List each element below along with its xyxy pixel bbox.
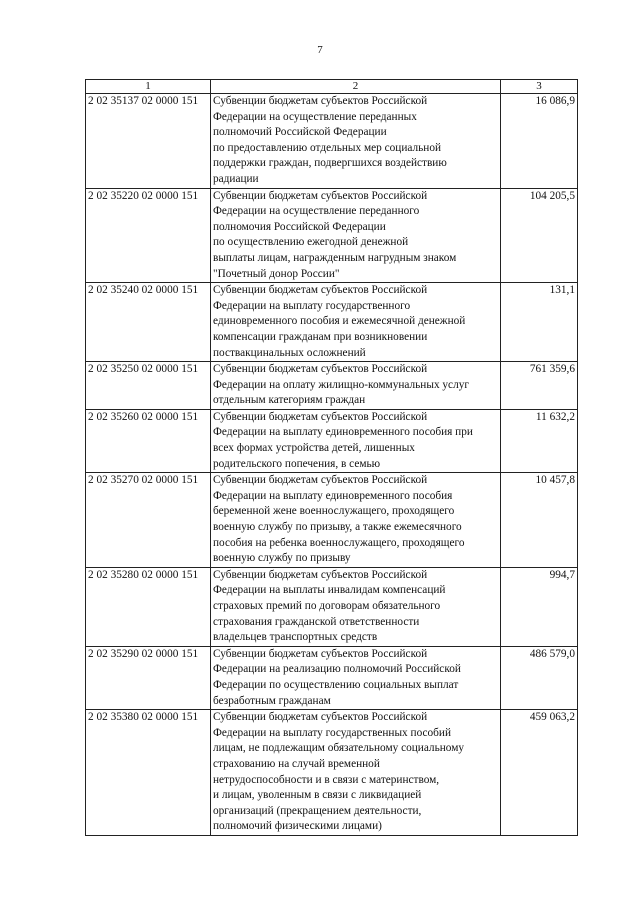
description-line: безработным гражданам bbox=[213, 694, 331, 707]
description-line: лицам, не подлежащим обязательному социальному bbox=[213, 742, 464, 755]
description-line: страхования гражданской ответственности bbox=[213, 615, 420, 628]
description-line: выплаты лицам, награжденным нагрудным знаком bbox=[213, 251, 457, 264]
description-line: отдельным категориям граждан bbox=[213, 394, 366, 407]
budget-amount: 131,1 bbox=[501, 283, 578, 362]
budget-description bbox=[211, 409, 501, 472]
description-line: страховых премий по договорам обязательного bbox=[213, 600, 441, 612]
budget-amount: 459 063,2 bbox=[501, 710, 578, 836]
description-line: единовременного пособия и ежемесячной денежной bbox=[213, 315, 466, 328]
budget-amount: 104 205,5 bbox=[501, 188, 578, 283]
description-line: Субвенции бюджетам субъектов Российской bbox=[213, 189, 428, 202]
description-line: Субвенции бюджетам субъектов Российской bbox=[213, 711, 428, 724]
budget-description bbox=[211, 473, 501, 568]
description-line: радиации bbox=[213, 172, 259, 185]
table-row bbox=[86, 710, 578, 836]
description-line: Федерации на реализацию полномочий Российской bbox=[213, 663, 461, 676]
description-line: родительского попечения, в семью bbox=[213, 457, 381, 470]
description-line: Субвенции бюджетам субъектов Российской bbox=[213, 647, 428, 660]
description-line: компенсации гражданам при возникновении bbox=[213, 330, 428, 343]
description-line: Федерации по осуществлению социальных выплат bbox=[213, 678, 459, 691]
description-line: Федерации на выплату государственных пособий bbox=[213, 726, 452, 739]
description-line: Федерации на выплаты инвалидам компенсаций bbox=[213, 584, 446, 597]
budget-amount: 761 359,6 bbox=[501, 362, 578, 410]
description-line: поддержки граждан, подвергшихся воздействию bbox=[213, 157, 447, 170]
description-line: Федерации на выплату государственного bbox=[213, 299, 411, 312]
budget-amount: 10 457,8 bbox=[501, 473, 578, 568]
budget-description bbox=[211, 567, 501, 646]
description-line: полномочий Российской Федерации bbox=[213, 126, 387, 139]
description-line: нетрудоспособности и в связи с материнством, bbox=[213, 773, 440, 786]
description-line: организаций (прекращением деятельности, bbox=[213, 804, 422, 817]
budget-code: 2 02 35260 02 0000 151 bbox=[86, 409, 211, 472]
budget-amount: 994,7 bbox=[501, 567, 578, 646]
description-line: Федерации на выплату единовременного пособия bbox=[213, 489, 453, 502]
description-line: владельцев транспортных средств bbox=[213, 631, 378, 644]
budget-description bbox=[211, 283, 501, 362]
budget-amount: 486 579,0 bbox=[501, 646, 578, 709]
header-col-3: 3 bbox=[501, 80, 578, 94]
page-number: 7 bbox=[317, 44, 323, 56]
table-row bbox=[86, 409, 578, 472]
header-col-2: 2 bbox=[211, 80, 501, 94]
description-line: по осуществлению ежегодной денежной bbox=[213, 236, 409, 249]
budget-code: 2 02 35240 02 0000 151 bbox=[86, 283, 211, 362]
table-row bbox=[86, 94, 578, 189]
description-line: Субвенции бюджетам субъектов Российской bbox=[213, 95, 428, 107]
budget-description bbox=[211, 362, 501, 410]
budget-code: 2 02 35280 02 0000 151 bbox=[86, 567, 211, 646]
description-line: полномочия Российской Федерации bbox=[213, 220, 386, 233]
budget-table bbox=[85, 79, 578, 836]
description-line: Федерации на осуществление переданного bbox=[213, 205, 420, 218]
table-row bbox=[86, 362, 578, 410]
header-row bbox=[86, 80, 578, 94]
budget-description bbox=[211, 94, 501, 189]
budget-amount: 16 086,9 bbox=[501, 94, 578, 189]
description-line: беременной жене военнослужащего, проходящего bbox=[213, 505, 455, 518]
table-row bbox=[86, 646, 578, 709]
table-row bbox=[86, 283, 578, 362]
budget-description bbox=[211, 646, 501, 709]
header-col-1: 1 bbox=[86, 80, 211, 94]
description-line: Субвенции бюджетам субъектов Российской bbox=[213, 410, 428, 423]
description-line: Федерации на выплату единовременного пособия при bbox=[213, 426, 473, 439]
description-line: и лицам, уволенным в связи с ликвидацией bbox=[213, 789, 422, 802]
description-line: пособия на ребенка военнослужащего, проходящего bbox=[213, 536, 465, 549]
description-line: полномочий физическими лицами) bbox=[213, 820, 382, 833]
budget-code: 2 02 35250 02 0000 151 bbox=[86, 362, 211, 410]
description-line: Субвенции бюджетам субъектов Российской bbox=[213, 284, 428, 297]
description-line: всех формах устройства детей, лишенных bbox=[213, 442, 415, 455]
table-row bbox=[86, 473, 578, 568]
description-line: поствакцинальных осложнений bbox=[213, 346, 366, 359]
budget-code: 2 02 35270 02 0000 151 bbox=[86, 473, 211, 568]
description-line: Субвенции бюджетам субъектов Российской bbox=[213, 363, 428, 376]
budget-description bbox=[211, 710, 501, 836]
description-line: Федерации на осуществление переданных bbox=[213, 110, 417, 123]
table-row bbox=[86, 567, 578, 646]
table-row bbox=[86, 188, 578, 283]
description-line: страхованию на случай временной bbox=[213, 757, 380, 770]
description-line: по предоставлению отдельных мер социальной bbox=[213, 141, 442, 154]
budget-code: 2 02 35290 02 0000 151 bbox=[86, 646, 211, 709]
description-line: Федерации на оплату жилищно-коммунальных услуг bbox=[213, 378, 469, 391]
description-line: "Почетный донор России" bbox=[213, 267, 340, 280]
description-line: военную службу по призыву, а также ежемесячного bbox=[213, 521, 462, 534]
budget-code: 2 02 35380 02 0000 151 bbox=[86, 710, 211, 836]
budget-code: 2 02 35137 02 0000 151 bbox=[86, 94, 211, 189]
budget-code: 2 02 35220 02 0000 151 bbox=[86, 188, 211, 283]
description-line: Субвенции бюджетам субъектов Российской bbox=[213, 474, 428, 487]
budget-amount: 11 632,2 bbox=[501, 409, 578, 472]
description-line: военную службу по призыву bbox=[213, 552, 351, 565]
description-line: Субвенции бюджетам субъектов Российской bbox=[213, 568, 428, 581]
budget-description bbox=[211, 188, 501, 283]
table-body bbox=[86, 94, 578, 836]
